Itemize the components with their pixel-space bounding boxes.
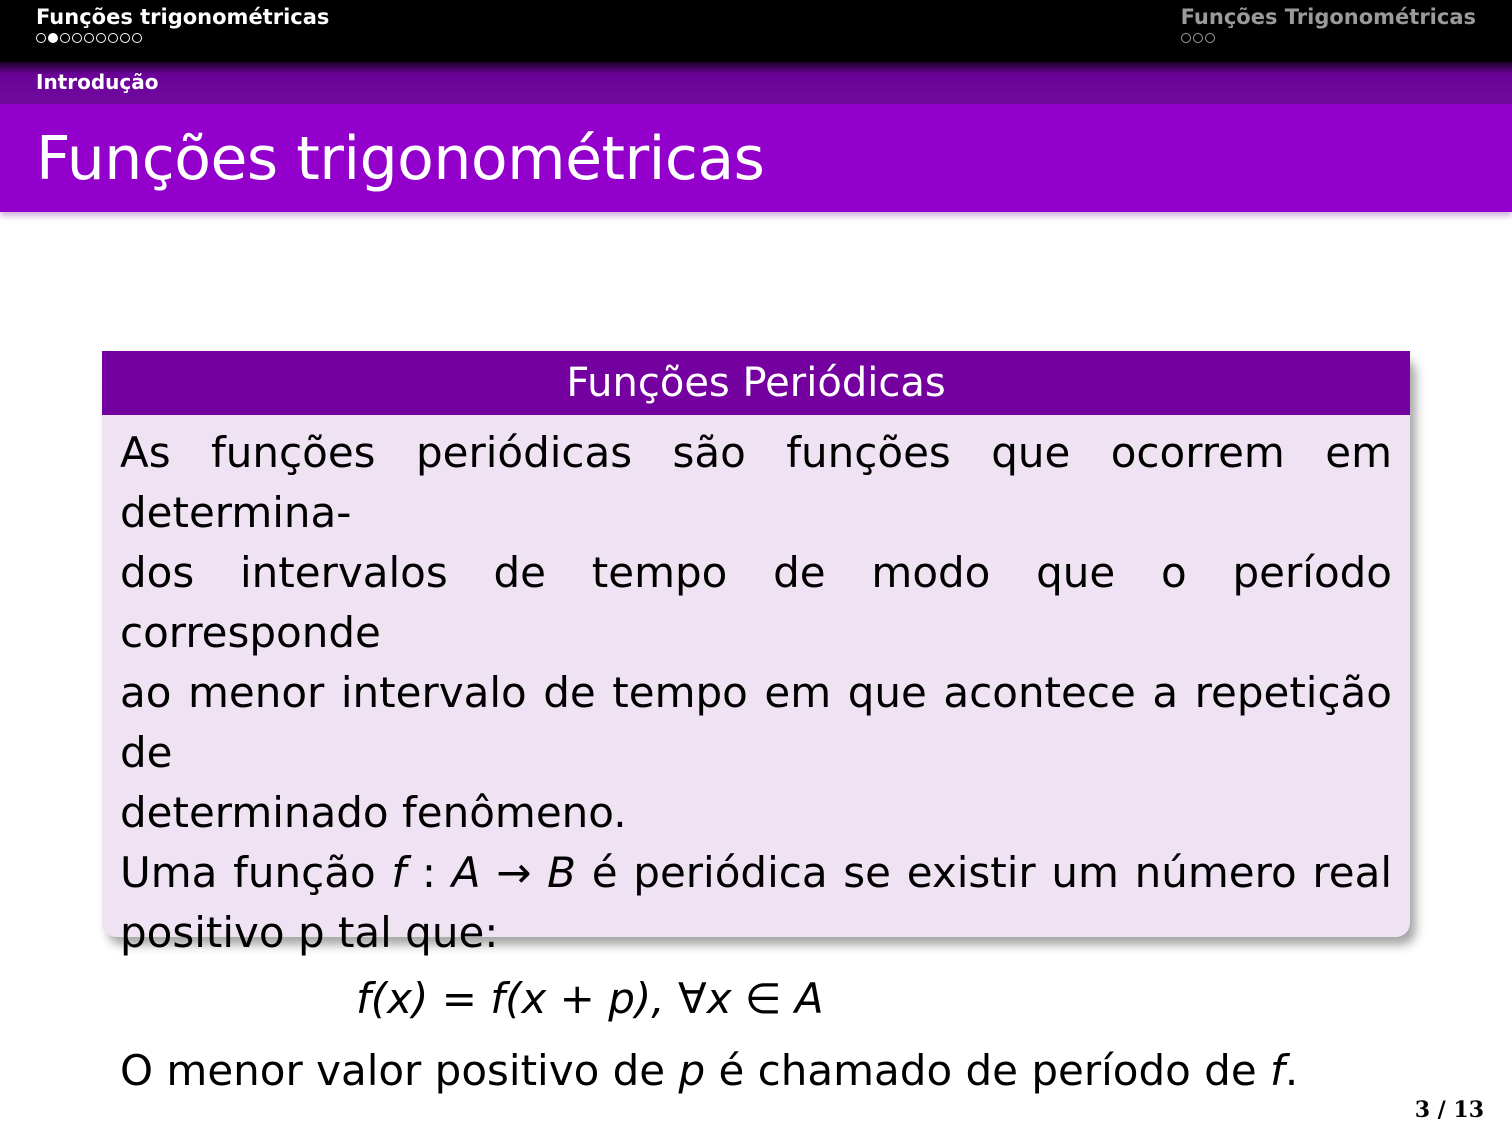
nav-section-title[interactable]: Funções Trigonométricas [1180, 5, 1476, 29]
frame-dot-icon[interactable] [1181, 33, 1191, 43]
frame-dot-icon[interactable] [96, 33, 106, 43]
frame-dot-icon[interactable] [1205, 33, 1215, 43]
subsection-label[interactable]: Introdução [36, 70, 159, 94]
navigation-bar [0, 0, 1512, 62]
frame-dot-icon[interactable] [120, 33, 130, 43]
periodicity-equation: f(x) = f(x + p), ∀x ∈ A [356, 974, 824, 1023]
math-colon: : [406, 848, 452, 897]
math-arrow: → [480, 848, 548, 897]
frame-dot-icon[interactable] [132, 33, 142, 43]
frame-dot-icon[interactable] [108, 33, 118, 43]
block-line: determinado fenômeno. [120, 788, 627, 837]
math-f: f [1270, 1046, 1285, 1095]
current-frame-dot-icon[interactable] [48, 33, 58, 43]
text-run: é periódica se existir um número real [576, 848, 1392, 897]
block-line: ao menor intervalo de tempo em que acontece a repetição de [120, 668, 1392, 777]
text-run: é chamado de período de [705, 1046, 1271, 1095]
nav-frame-dots [36, 31, 329, 45]
block-line: positivo p tal que: [120, 908, 499, 957]
block-title: Funções Periódicas [102, 351, 1410, 415]
definition-line [120, 843, 1392, 903]
frame-title: Funções trigonométricas [36, 124, 765, 194]
frame-dot-icon[interactable] [60, 33, 70, 43]
text-run: . [1284, 1046, 1299, 1095]
block-line: dos intervalos de tempo de modo que o período corresponde [120, 548, 1392, 657]
math-B: B [547, 848, 576, 897]
frame-dot-icon[interactable] [72, 33, 82, 43]
subsection-bar [0, 62, 1512, 104]
definition-block [102, 351, 1410, 1095]
nav-section-current[interactable] [36, 4, 329, 45]
text-run: O menor valor positivo de [120, 1046, 679, 1095]
math-p: p [678, 1046, 706, 1095]
conclusion-line [120, 1041, 1392, 1101]
nav-section-next[interactable] [1181, 4, 1476, 45]
frame-dot-icon[interactable] [1193, 33, 1203, 43]
text-run: Uma função [120, 848, 392, 897]
nav-section-title[interactable]: Funções trigonométricas [36, 5, 330, 29]
frame-dot-icon[interactable] [36, 33, 46, 43]
math-f: f [391, 848, 407, 897]
nav-frame-dots [1181, 31, 1476, 45]
frame-dot-icon[interactable] [84, 33, 94, 43]
page-number: 3 / 13 [1414, 1097, 1484, 1123]
math-A: A [451, 848, 481, 897]
block-line: As funções periódicas são funções que ocorrem em determina- [120, 428, 1392, 537]
block-body [102, 415, 1410, 1101]
